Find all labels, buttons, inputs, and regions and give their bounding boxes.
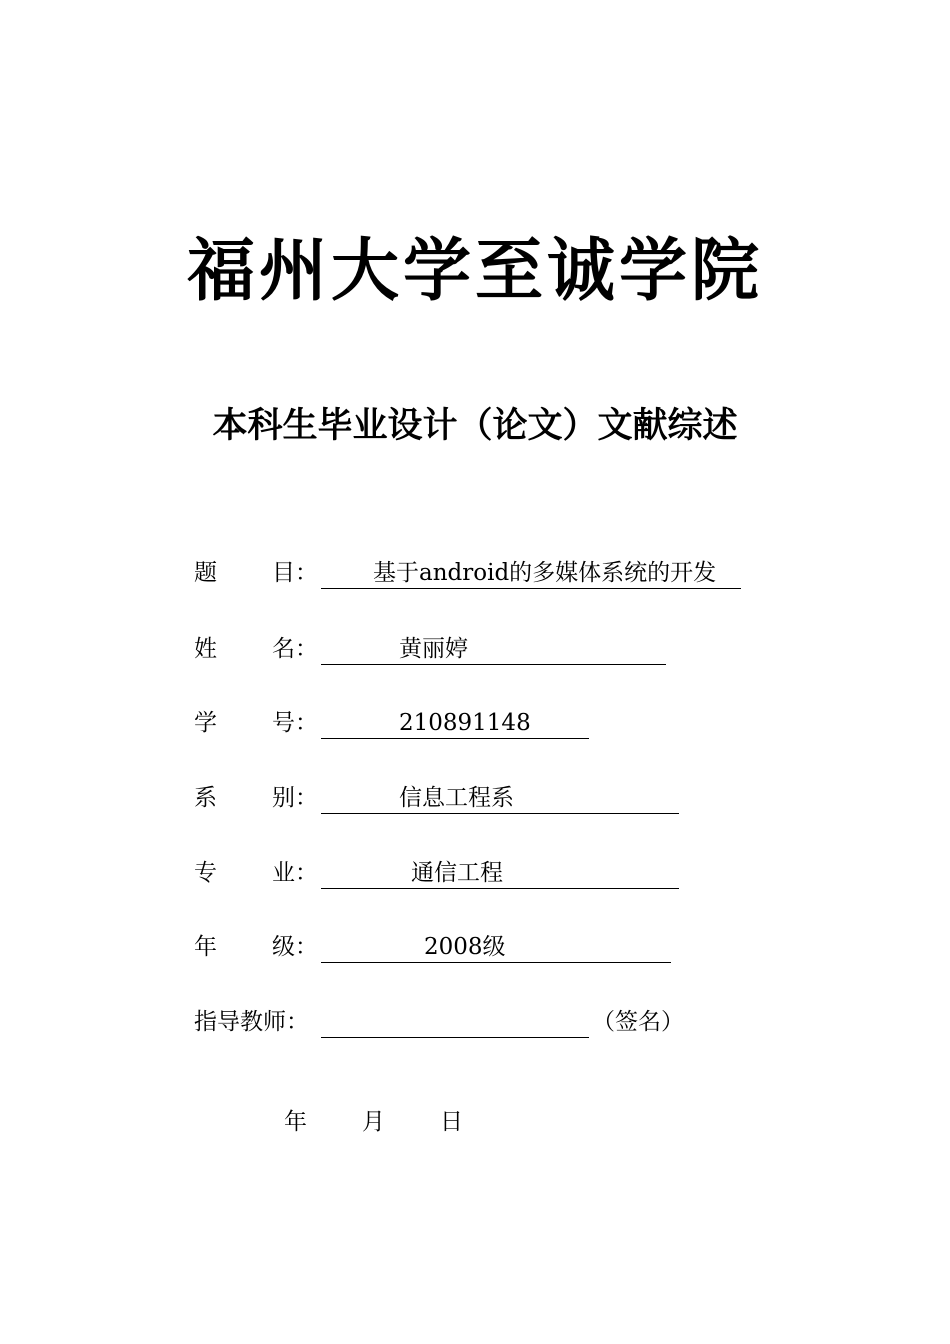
label-char: 题 bbox=[194, 560, 217, 586]
name-underline bbox=[321, 632, 666, 665]
field-advisor bbox=[194, 1005, 714, 1039]
label-char: 专 bbox=[194, 860, 217, 886]
grade-underline bbox=[321, 930, 671, 963]
name-value: 黄丽婷 bbox=[399, 636, 468, 662]
date-day-label: 日 bbox=[440, 1109, 463, 1135]
student-id-value: 210891148 bbox=[399, 710, 531, 736]
major-underline bbox=[321, 856, 679, 889]
field-label bbox=[194, 781, 320, 815]
advisor-signature-line bbox=[321, 1005, 589, 1038]
field-label bbox=[194, 930, 320, 964]
department-underline bbox=[321, 781, 679, 814]
field-grade bbox=[194, 930, 674, 964]
label-char: 级： bbox=[272, 934, 318, 960]
student-id-underline bbox=[321, 706, 589, 739]
grade-value: 2008级 bbox=[424, 934, 506, 960]
label-char: 系 bbox=[194, 785, 217, 811]
label-char: 年 bbox=[194, 934, 217, 960]
label-char: 目： bbox=[272, 560, 318, 586]
label-char: 姓 bbox=[194, 636, 217, 662]
field-label bbox=[194, 632, 320, 666]
field-topic bbox=[194, 556, 754, 590]
field-major bbox=[194, 856, 684, 890]
field-label bbox=[194, 706, 320, 740]
advisor-label: 指导教师： bbox=[194, 1009, 309, 1035]
department-value: 信息工程系 bbox=[399, 785, 514, 811]
label-char: 号： bbox=[272, 710, 318, 736]
field-name bbox=[194, 632, 674, 666]
label-char: 名： bbox=[272, 636, 318, 662]
field-student-id bbox=[194, 706, 594, 740]
date-month-label: 月 bbox=[362, 1109, 385, 1135]
document-title: 本科生毕业设计（论文）文献综述 bbox=[212, 406, 738, 446]
signature-note: （签名） bbox=[592, 1009, 684, 1035]
topic-value: 基于android的多媒体系统的开发 bbox=[373, 560, 717, 586]
field-label bbox=[194, 1005, 320, 1039]
field-label bbox=[194, 856, 320, 890]
label-char: 业： bbox=[272, 860, 318, 886]
school-name: 福州大学至诚学院 bbox=[186, 231, 763, 311]
label-char: 别： bbox=[272, 785, 318, 811]
major-value: 通信工程 bbox=[411, 860, 503, 886]
field-department bbox=[194, 781, 684, 815]
date-row bbox=[284, 1105, 484, 1139]
topic-underline bbox=[321, 556, 741, 589]
label-char: 学 bbox=[194, 710, 217, 736]
field-label bbox=[194, 556, 320, 590]
date-year-label: 年 bbox=[284, 1109, 307, 1135]
